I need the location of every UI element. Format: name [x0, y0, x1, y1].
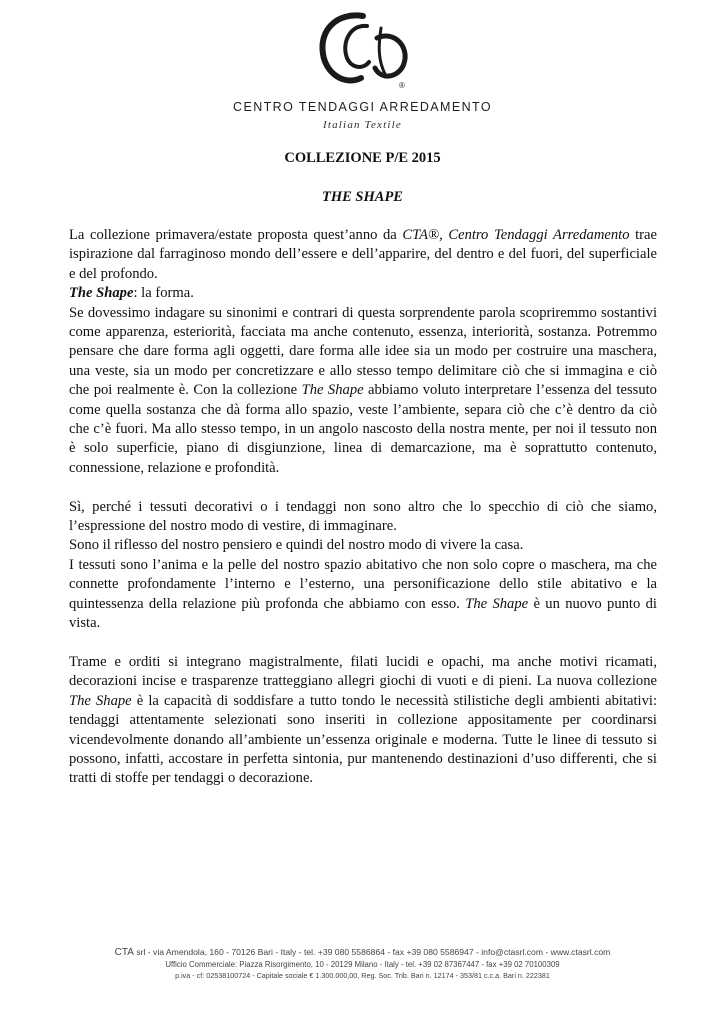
title-reference: The Shape: [465, 595, 529, 612]
letterhead: [0, 8, 725, 131]
paragraph: Trame e orditi si integrano magistralmente, filati lucidi e opachi, ma anche motivi ricamati, decorazioni incise e trasparenze tratteggiano allegri giochi di vuoti e di pieni. La nuova collezione The Shape è la capacità di soddisfare a tutto tondo le necessità stilistiche degli ambienti abitativi: tendaggi attentamente selezionati sono inseriti in collezione appositamente per coordinarsi vicendevolmente donando all’ambiente un’essenza originale e moderna. Tutte le linee di tessuto si possono, infatti, accostare in perfetta sintonia, pur mantenendo destinazioni d’uso differenti, che si tratti di stoffe per tendaggi o decorazione.: [69, 653, 657, 787]
footer-legal: p.iva - cf: 02538100724 - Capitale sociale € 1.300.000,00, Reg. Soc. Trib. Bari n. 12174 - 353/81 c.c.a. Bari n. 222381: [175, 971, 550, 980]
paragraph: Sì, perché i tessuti decorativi o i tendaggi non sono altro che lo specchio di ciò che siamo, l’espressione del nostro modo di vestire, di immaginare.: [69, 498, 657, 535]
title-reference: The Shape: [69, 692, 132, 709]
footer: [0, 946, 725, 981]
paragraph: The Shape: la forma.: [69, 285, 194, 302]
title-reference: The Shape: [69, 285, 134, 302]
collection-title: THE SHAPE: [322, 189, 403, 205]
cta-logo-icon: [315, 8, 415, 96]
company-name: CENTRO TENDAGGI ARREDAMENTO: [233, 100, 492, 114]
registered-mark: ®: [399, 81, 405, 90]
footer-office: Ufficio Commerciale: Piazza Risorgimento, 10 - 20129 Milano - Italy - tel. +39 02 87367447 - fax +39 02 70100309: [165, 960, 560, 969]
paragraph: Sono il riflesso del nostro pensiero e quindi del nostro modo di vivere la casa.: [69, 537, 524, 554]
footer-brand: CTA: [114, 947, 134, 958]
paragraph: Se dovessimo indagare su sinonimi e contrari di questa sorprendente parola scopriremmo sostantivi come apparenza, esteriorità, facciata ma anche contenuto, essenza, interiorità, sostanza. Potremmo pensare che dare forma agli oggetti, dare forma alle idee sia un modo per costruire una maschera, una veste, sia un modo per concretizzare e allo stesso tempo delimitare ciò che si immagina e ciò che poi realmente è. Con la collezione The Shape abbiamo voluto interpretare l’essenza del tessuto come quella sostanza che dà forma allo spazio, veste l’ambiente, separa ciò che c’è dentro da ciò che c’è fuori. Ma allo stesso tempo, in un angolo nascosto della nostra mente, per noi il tessuto non è solo superficie, piano di disgiunzione, linea di demarcazione, ma è soprattutto contenuto, connessione, relazione e profondità.: [69, 304, 657, 476]
title-reference: The Shape: [301, 382, 364, 399]
footer-address: CTA srl - via Amendola, 160 - 70126 Bari - Italy - tel. +39 080 5586864 - fax +39 080 5586947 - info@ctasrl.com - www.ctasrl.com: [114, 947, 611, 958]
collection-heading: COLLEZIONE P/E 2015: [284, 150, 441, 166]
paragraph: La collezione primavera/estate proposta quest’anno da CTA®, Centro Tendaggi Arredamento trae ispirazione dal farraginoso mondo dell’essere e dell’apparire, del dentro e del fuori, del superficiale e del profondo.: [69, 227, 657, 282]
paragraph: I tessuti sono l’anima e la pelle del nostro spazio abitativo che non solo copre o maschera, ma che connette profondamente l’interno e l’esterno, una personificazione dello stile abitativo e la quintessenza della relazione più profonda che abbiamo con esso. The Shape è un nuovo punto di vista.: [69, 556, 657, 632]
brand-name: CTA®, Centro Tendaggi Arredamento: [402, 227, 630, 243]
tagline: Italian Textile: [322, 119, 402, 131]
document-body: [69, 226, 657, 789]
